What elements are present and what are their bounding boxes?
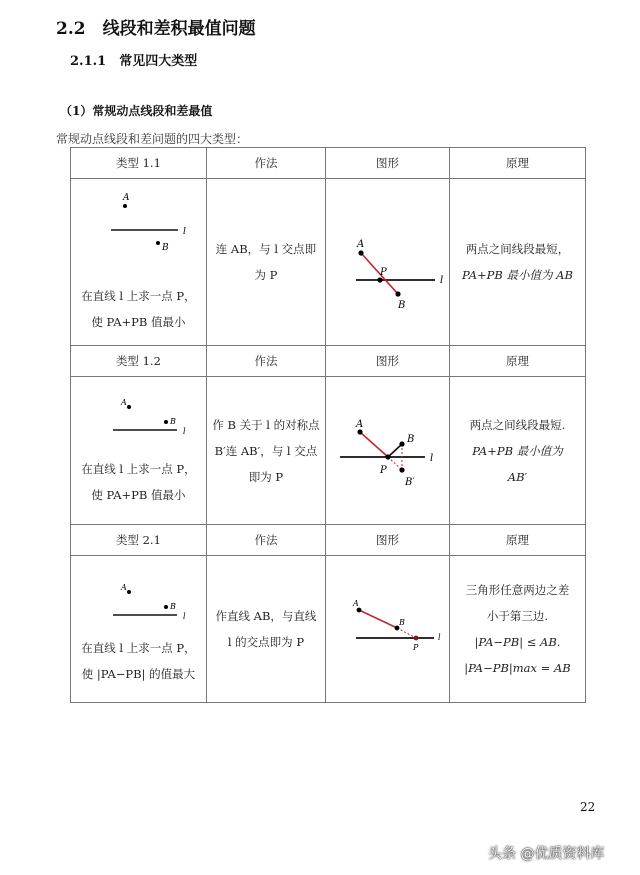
intro-text: 常规动点线段和差问题的四大类型： bbox=[56, 132, 249, 146]
table-header-row bbox=[71, 148, 586, 179]
text-line: 三角形任意两边之差 bbox=[465, 583, 570, 597]
text-line: 作 B 关于 l 的对称点 bbox=[212, 417, 320, 432]
setup-figure bbox=[73, 190, 203, 280]
text-line: 在直线 l 上求一点 P， bbox=[81, 462, 196, 476]
col-method: 作法 bbox=[206, 148, 325, 179]
table-row bbox=[71, 377, 586, 525]
table-row bbox=[71, 179, 586, 346]
text-line: AB′ bbox=[507, 469, 528, 484]
text-line: 小于第三边. bbox=[486, 609, 549, 623]
text-line: 为 P bbox=[254, 268, 278, 282]
principle-cell bbox=[449, 179, 585, 346]
text-line: PA+PB 最小值为 AB bbox=[462, 268, 573, 282]
type-label: 类型 1.2 bbox=[71, 346, 207, 377]
point-label: l bbox=[437, 632, 441, 642]
point-label: A bbox=[356, 238, 364, 250]
principle-cell bbox=[449, 377, 585, 525]
type-label: 类型 2.1 bbox=[71, 525, 207, 556]
setup-figure bbox=[73, 393, 203, 453]
figure-2 bbox=[328, 399, 448, 499]
problem-text: 使 PA+PB 值最小 bbox=[91, 314, 186, 329]
point-label: A bbox=[121, 582, 128, 592]
figure-cell bbox=[326, 377, 450, 525]
text-line: 两点之间线段最短， bbox=[465, 242, 570, 256]
col-principle: 原理 bbox=[449, 346, 585, 377]
heading: （1）常规动点线段和差最值 bbox=[60, 104, 213, 118]
col-figure: 图形 bbox=[326, 525, 450, 556]
figure-cell bbox=[326, 556, 450, 703]
text-line: |PA−PB|max = AB bbox=[464, 661, 571, 675]
setup-figure bbox=[73, 572, 203, 632]
text-line: 作直线 AB，与直线 bbox=[215, 609, 317, 623]
point-label: B′ bbox=[404, 477, 415, 488]
problem-cell bbox=[71, 377, 207, 525]
point-label: A bbox=[352, 598, 359, 608]
problem-text: 在直线 l 上求一点 P， bbox=[81, 288, 196, 303]
point-label: P bbox=[412, 642, 418, 652]
point-label: B bbox=[397, 299, 405, 311]
point-label: A bbox=[355, 419, 363, 430]
col-principle: 原理 bbox=[449, 148, 585, 179]
text-line: |PA−PB| ≤ AB. bbox=[474, 635, 561, 649]
text-line: 使 PA+PB 值最小 bbox=[91, 488, 186, 502]
problem-cell bbox=[71, 556, 207, 703]
point-label: l bbox=[183, 226, 187, 237]
point-label: l bbox=[439, 274, 443, 286]
method-cell bbox=[206, 556, 325, 703]
figure-1 bbox=[328, 211, 448, 311]
text-line: 连 AB，与 l 交点即 bbox=[215, 242, 317, 256]
table-header-row bbox=[71, 346, 586, 377]
point-label: B bbox=[170, 417, 177, 426]
text-line: l 的交点即为 P bbox=[227, 635, 305, 649]
types-table bbox=[70, 147, 586, 703]
method-cell bbox=[206, 377, 325, 525]
point-label: B bbox=[170, 601, 177, 611]
point-label: A bbox=[123, 192, 130, 203]
point-label: l bbox=[183, 611, 186, 621]
text-line: PA+PB 最小值为 bbox=[472, 443, 563, 458]
type-label: 类型 1.1 bbox=[71, 148, 207, 179]
point-label: B bbox=[162, 242, 170, 253]
section-title: 2.2 线段和差积最值问题 bbox=[56, 19, 256, 39]
point-label: l bbox=[183, 427, 186, 436]
col-figure: 图形 bbox=[326, 148, 450, 179]
text-line: 使 |PA−PB| 的值最大 bbox=[81, 666, 196, 681]
col-method: 作法 bbox=[206, 525, 325, 556]
col-method: 作法 bbox=[206, 346, 325, 377]
col-principle: 原理 bbox=[449, 525, 585, 556]
point-label: l bbox=[429, 453, 433, 464]
watermark: 头条 @优质资料库 bbox=[488, 846, 605, 862]
page-number: 22 bbox=[580, 800, 596, 814]
text-line: 在直线 l 上求一点 P， bbox=[81, 640, 196, 655]
text-line: 即为 P bbox=[248, 469, 284, 484]
table-header-row bbox=[71, 525, 586, 556]
text-line: B′连 AB′，与 l 交点 bbox=[214, 443, 318, 458]
point-label: A bbox=[121, 398, 128, 407]
problem-cell bbox=[71, 179, 207, 346]
point-label: P bbox=[379, 266, 387, 278]
point-label: B bbox=[406, 434, 414, 445]
figure-3 bbox=[328, 588, 448, 668]
figure-cell bbox=[326, 179, 450, 346]
method-cell bbox=[206, 179, 325, 346]
table-row bbox=[71, 556, 586, 703]
point-label: B bbox=[398, 617, 405, 627]
text-line: 两点之间线段最短. bbox=[469, 417, 566, 432]
principle-cell bbox=[449, 556, 585, 703]
subsection-title: 2.1.1 常见四大类型 bbox=[70, 54, 198, 69]
point-label: P bbox=[379, 465, 387, 476]
col-figure: 图形 bbox=[326, 346, 450, 377]
